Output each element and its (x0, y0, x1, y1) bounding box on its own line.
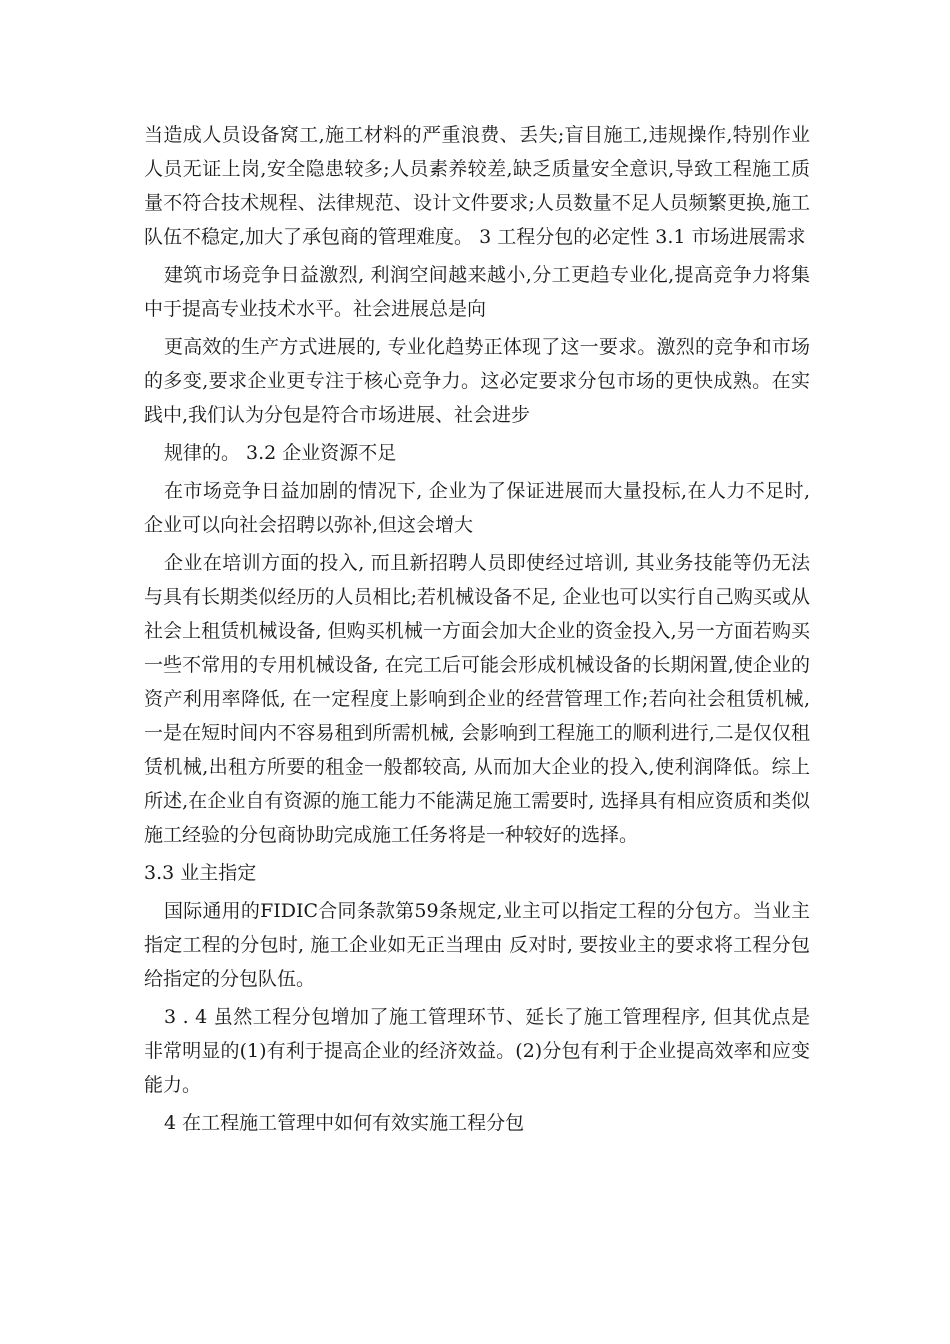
paragraph-training-machinery: 企业在培训方面的投入, 而且新招聘人员即使经过培训, 其业务技能等仍无法与具有长期类似经历的人员相比;若机械设备不足, 企业也可以实行自己购买或从社会上租赁机械设备, 但购买机械一方面会加大企业的资金投入,另一方面若购买一些不常用的专用机械设备, 在完工后可能会形成机械设备的长期闲置,使企业的资产利用率降低, 在一定程度上影响到企业的经营管理工作;若向社会租赁机械,一是在短时间内不容易租到所需机械, 会影响到工程施工的顺利进行,二是仅仅租赁机械,出租方所要的租金一般都较高, 从而加大企业的投入,使利润降低。综上所述,在企业自有资源的施工能力不能满足施工需要时, 选择具有相应资质和类似施工经验的分包商协助完成施工任务将是一种较好的选择。 (144, 552, 810, 846)
paragraph-market-competition: 建筑市场竞争日益激烈, 利润空间越来越小,分工更趋专业化,提高竞争力将集中于提高专业技术水平。社会进展总是向 (144, 264, 810, 320)
paragraph-fidic-clause: 国际通用的FIDIC合同条款第59条规定,业主可以指定工程的分包方。当业主指定工程的分包时, 施工企业如无正当理由 反对时, 要按业主的要求将工程分包给指定的分包队伍。 (144, 900, 810, 990)
section-heading-effective-subcontracting: 4 在工程施工管理中如何有效实施工程分包 (164, 1112, 525, 1134)
section-heading-owner-designation: 3.3 业主指定 (144, 862, 257, 884)
paragraph-subcontract-advantages: 3 . 4 虽然工程分包增加了施工管理环节、延长了施工管理程序, 但其优点是非常明显的(1)有利于提高企业的经济效益。(2)分包有利于企业提高效率和应变能力。 (144, 1006, 810, 1096)
paragraph-specialization-trend: 更高效的生产方式进展的, 专业化趋势正体现了这一要求。激烈的竞争和市场的多变,要求企业更专注于核心竞争力。这必定要求分包市场的更快成熟。在实践中,我们认为分包是符合市场进展、社会进步 (144, 336, 810, 426)
document-page (144, 118, 810, 1144)
paragraph-workforce-issues: 当造成人员设备窝工,施工材料的严重浪费、丢失;盲目施工,违规操作,特别作业人员无证上岗,安全隐患较多;人员素养较差,缺乏质量安全意识,导致工程施工质量不符合技术规程、法律规范、设计文件要求;人员数量不足人员频繁更换,施工队伍不稳定,加大了承包商的管理难度。 3 工程分包的必定性 3.1 市场进展需求 (144, 124, 810, 248)
paragraph-resource-heading: 规律的。 3.2 企业资源不足 (164, 442, 397, 464)
paragraph-bidding-staffing: 在市场竞争日益加剧的情况下, 企业为了保证进展而大量投标,在人力不足时,企业可以向社会招聘以弥补,但这会增大 (144, 480, 810, 536)
